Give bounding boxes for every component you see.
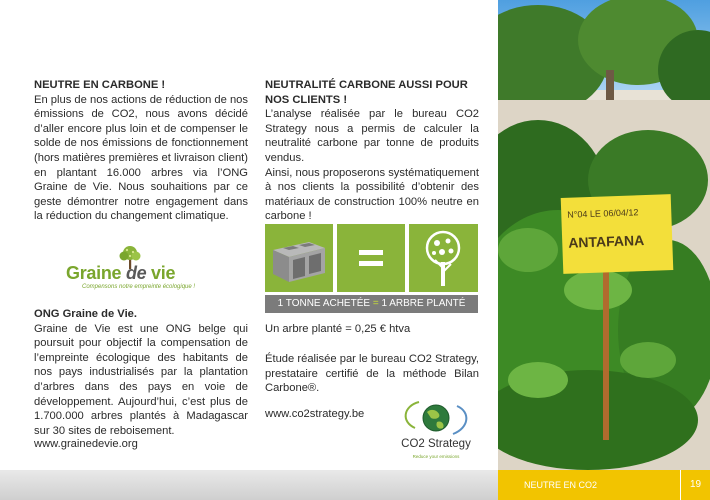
left-column xyxy=(34,78,248,224)
carbon-neutral-body: En plus de nos actions de réduction de nos émissions de CO2, nous avons décidé d’aller encore plus loin et de compenser le solde de nos émissions de fonctionnement (hors matières premières et livraison client) en plantant 16.000 arbres via l’ONG Graine de Vie. Nous souhaitions par ce geste démontrer notre engagement dans la réduction du changement climatique. xyxy=(34,93,248,223)
ong-heading: ONG Graine de Vie. xyxy=(34,308,138,320)
client-neutrality-heading: NEUTRALITÉ CARBONE AUSSI POUR NOS CLIENTS ! xyxy=(265,79,468,106)
co2strategy-link[interactable]: www.co2strategy.be xyxy=(265,408,365,420)
graine-de-vie-name: Graine de vie xyxy=(66,263,176,283)
footer-section-label: NEUTRE EN CO2 xyxy=(498,470,680,500)
equation-caption: 1 TONNE ACHETÉE = 1 ARBRE PLANTÉ xyxy=(265,295,478,313)
study-credit: Étude réalisée par le bureau CO2 Strategy, prestataire certifié de la méthode Bilan Carbone®. xyxy=(265,353,479,395)
client-neutrality-body-1: L’analyse réalisée par le bureau CO2 Strategy nous a permis de calculer la neutralité carbone par tonne de produits vendus. xyxy=(265,108,479,164)
ong-body: Graine de Vie est une ONG belge qui poursuit pour objectif la compensation de l’empreinte écologique des habitants de nos pays industrialisés par la plantation d’arbres dans des pays en voie de développement. Aujourd’hui, c’est plus de 1.700.000 arbres plantés à Madagascar sur 30 sites de reboisement. xyxy=(34,322,248,437)
page-number: 19 xyxy=(680,470,710,500)
equals-tile xyxy=(337,224,405,292)
equation-graphic xyxy=(265,224,478,292)
ong-section xyxy=(34,307,248,438)
co2-strategy-tagline: Reduce your emissions xyxy=(412,454,460,459)
tree-outline-icon xyxy=(409,224,478,292)
tree-tile xyxy=(409,224,478,292)
client-neutrality-body-2: Ainsi, nous proposerons systématiquement à nos clients la possibilité d’obtenir des matériaux de construction 100% neutre en carbone ! xyxy=(265,166,479,223)
middle-column xyxy=(265,78,479,224)
graine-de-vie-tagline: Compensons notre empreinte écologique ! xyxy=(82,284,196,290)
sign-label-text: ANTAFANA xyxy=(567,232,645,251)
globe-icon xyxy=(393,398,479,438)
co2-strategy-logo xyxy=(393,398,479,462)
concrete-block-tile xyxy=(265,224,333,292)
equals-icon xyxy=(337,224,405,292)
tree-nursery-photo xyxy=(498,0,710,470)
sign-date-text: N°04 LE 06/04/12 xyxy=(567,207,639,220)
grainedevie-link[interactable]: www.grainedevie.org xyxy=(34,438,138,450)
graine-de-vie-logo xyxy=(66,244,226,294)
co2-strategy-name: CO2 Strategy xyxy=(401,438,471,450)
tree-price: Un arbre planté = 0,25 € htva xyxy=(265,323,411,335)
footer-band xyxy=(0,470,498,500)
carbon-neutral-heading: NEUTRE EN CARBONE ! xyxy=(34,79,166,91)
concrete-block-icon xyxy=(265,224,333,292)
